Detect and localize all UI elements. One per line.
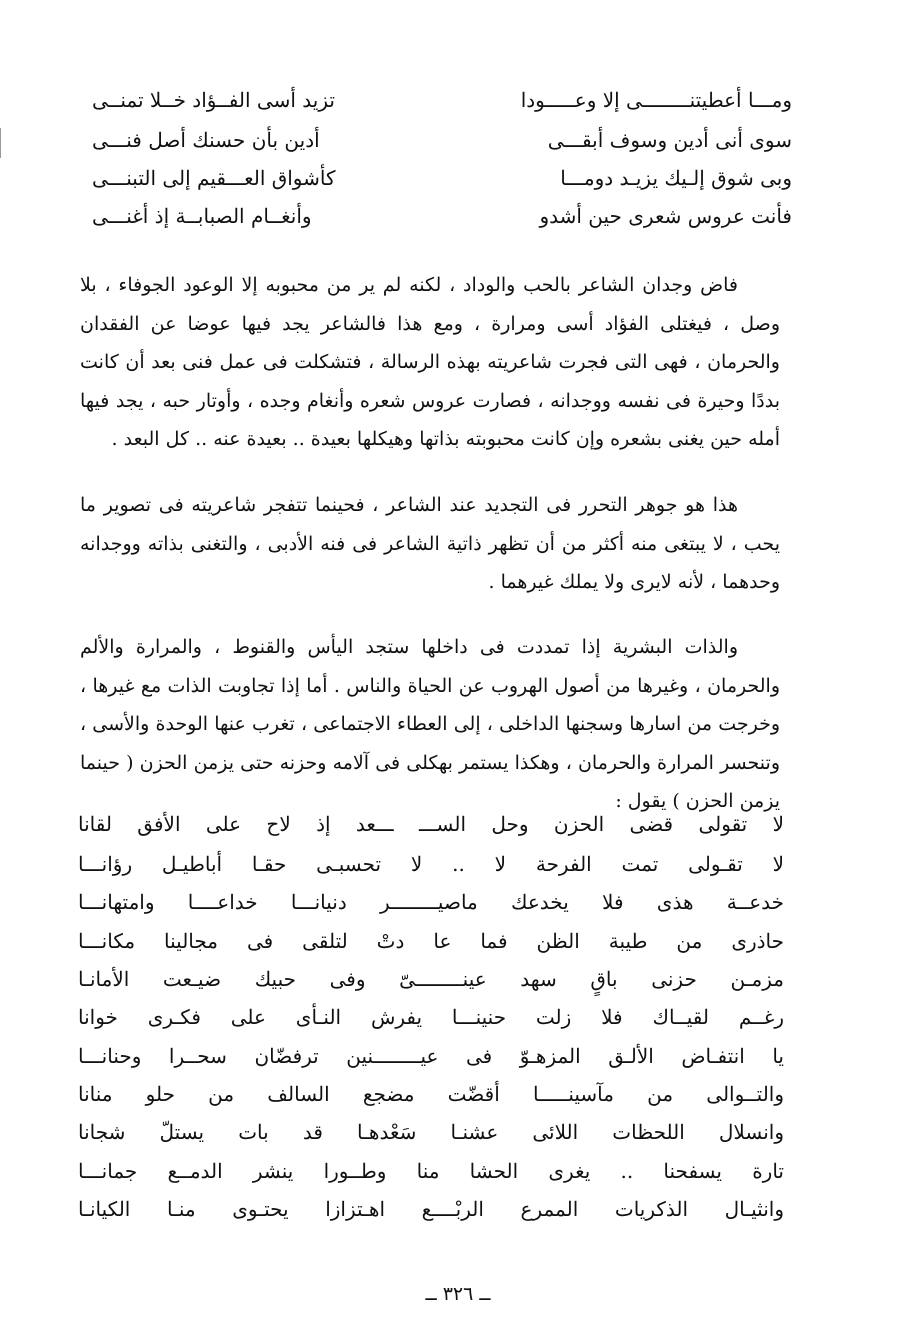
paragraph [80,266,780,459]
poem2-line: حاذرى من طيبة الظن فما عا دتْ لتلقى فى مجالينا مكانـــا [78,929,784,953]
poem1-left-hemistich: تزيد أسى الفــؤاد خــلا تمنــى [92,88,335,112]
poem2-line: والتــوالى من مآسينـــــا أقضّت مضجع السالف من حلو منانا [78,1082,784,1106]
poem2-line: لا تقـولى تمت الفرحة لا .. لا تحسبـى حقـا أباطيـل رؤانـــا [78,852,784,876]
page-number: ــ ٣٢٦ ــ [425,1283,491,1305]
scan-margin-mark [0,128,4,158]
paragraph [80,628,780,821]
poem2-line: خدعــة هذى فلا يخدعك ماصيــــــــر دنيانـــا خداعــــا وامتهانـــا [78,890,784,914]
paragraph-text: والذات البشرية إذا تمددت فى داخلها ستجد اليأس والقنوط ، والمرارة والألم والحرمان ، وغيرها من أصول الهروب عن الحياة والناس . أما إذا تجاوبت الذات مع غيرها ، وخرجت من اسارها وسجنها الداخلى ، إلى العطاء الاجتماعى ، تغرب عنها الوحدة والأسى ، وتنحسر المرارة والحرمان ، وهكذا يستمر بهكلى فى آلامه وحزنه حتى يزمن الحزن ( حينما يزمن الحزن ) يقول : [80,636,780,812]
poem2-line: وانسلال اللحظات اللائى عشنـا سَعْدهـا قد بات يستلّ شجانا [78,1120,784,1144]
poem2-line: وانثيـال الذكريات الممرع الربْــــع اهـتزازا يحتـوى منـا الكيانـا [78,1197,784,1221]
poem1-line [92,88,792,112]
poem1-line [92,166,792,190]
poem2-line: رغــم لقيــاك فلا زلت حنينـــا يفرش النـأى على فكـرى خوانا [78,1005,784,1029]
paragraph [80,486,780,602]
poem1-line [92,128,792,152]
poem1-right-hemistich: سوى أنى أدين وسوف أبقـــى [547,128,792,152]
poem1-right-hemistich: وبى شوق إلـيك يزيـد دومـــا [560,166,792,190]
poem2-line: لا تقولى قضى الحزن وحل الســـ ـــعد إذ لاح على الأفق لقانا [78,812,784,836]
poem1-line [92,204,792,228]
poem2-line: مزمـن حزنى باقٍ سهد عينــــــــىّ وفى حبيك ضيـعت الأمانـا [78,967,784,991]
paragraph-text: فاض وجدان الشاعر بالحب والوداد ، لكنه لم ير من محبوبه إلا الوعود الجوفاء ، بلا وصل ، فيغتلى الفؤاد أسى ومرارة ، ومع هذا فالشاعر يجد فيها عوضا عن الفقدان والحرمان ، فهى التى فجرت شاعريته بهذه الرسالة ، فتشكلت فى عمل فنى بعد أن كانت بددًا وحيرة فى نفسه ووجدانه ، فصارت عروس شعره وأنغام وجده ، وأوتار حبه ، يجد فيها أمله حين يغنى بشعره وإن كانت محبوبته بذاتها وهيكلها بعيدة .. بعيدة عنه .. كل البعد . [80,274,780,450]
poem1-right-hemistich: ومـــا أعطيتنــــــــى إلا وعـــــودا [520,88,792,112]
poem2-line: يا انتفـاض الألـق المزهـوّ فى عيــــــــنين ترفضّان سحــرا وحنانـــا [78,1044,784,1068]
poem1-left-hemistich: أدين بأن حسنك أصل فنـــى [92,128,320,152]
poem1-left-hemistich: وأنغــام الصبابــة إذ أغنـــى [92,204,312,228]
paragraph-text: هذا هو جوهر التحرر فى التجديد عند الشاعر ، فحينما تتفجر شاعريته فى تصوير ما يحب ، لا يبتغى منه أكثر من أن تظهر ذاتية الشاعر فى فنه الأدبى ، والتغنى بذاته ووجدانه وحدهما ، لأنه لايرى ولا يملك غيرهما . [80,494,780,593]
poem1-right-hemistich: فأنت عروس شعرى حين أشدو [539,204,792,228]
poem2-line: تارة يسفحنا .. يغرى الحشا منا وطــورا ينشر الدمــع جمانـــا [78,1159,784,1183]
poem1-left-hemistich: كأشواق العـــقيم إلى التبنـــى [92,166,336,190]
